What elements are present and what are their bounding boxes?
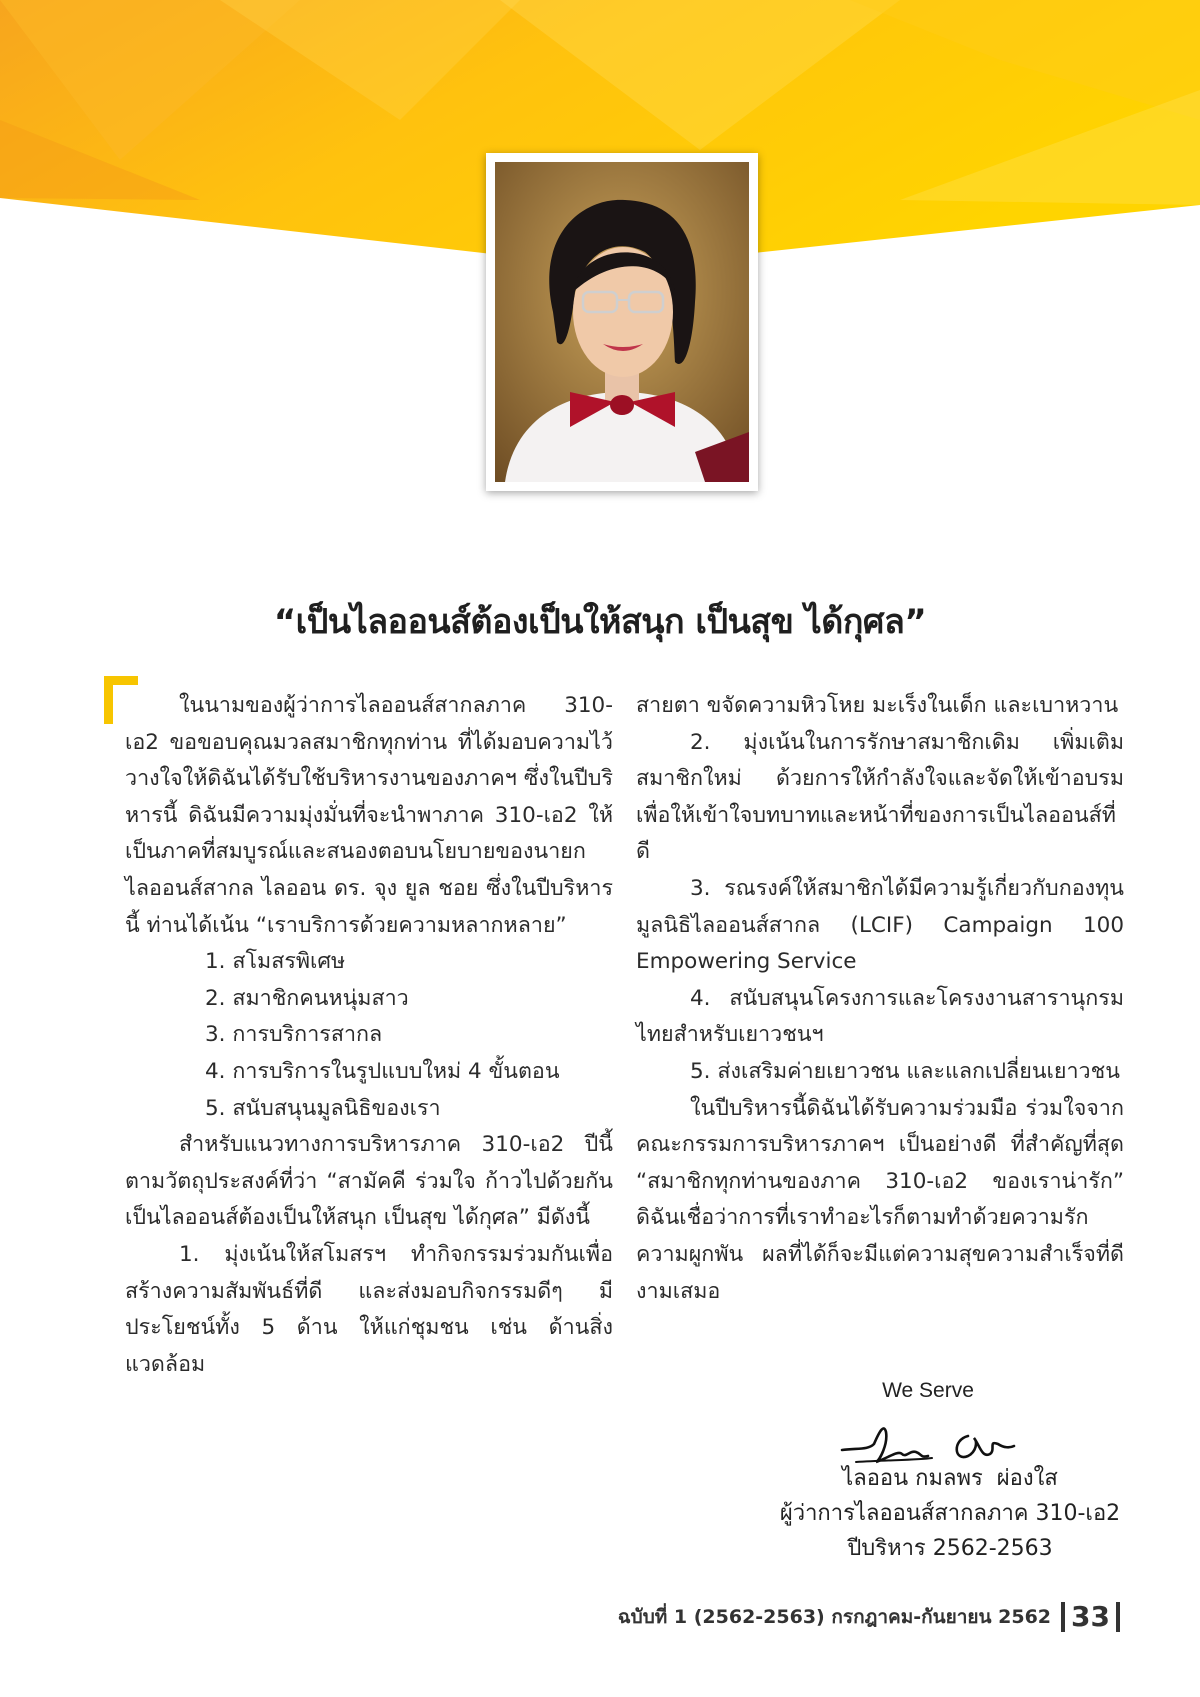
we-serve-motto: We Serve xyxy=(882,1379,974,1402)
list-item: 2. สมาชิกคนหนุ่มสาว xyxy=(205,985,409,1011)
policy-paragraph: สำหรับแนวทางการบริหารภาค 310-เอ2 ปีนี้ตามวัตถุประสงค์ที่ว่า “สามัคคี ร่วมใจ ก้าวไปด้วยกัน เป็นไลออนส์ต้องเป็นให้สนุก เป็นสุข ได้กุศล” มีดังนี้ xyxy=(125,1132,613,1231)
list-item: 3. การบริการสากล xyxy=(205,1022,383,1048)
intro-paragraph: ในนามของผู้ว่าการไลออนส์สากลภาค 310-เอ2 ขอขอบคุณมวลสมาชิกทุกท่าน ที่ได้มอบความไว้วางใจให้ดิฉันได้รับใช้บริหารงานของภาคฯ ซึ่งในปีบริหารนี้ ดิฉันมีความมุ่งมั่นที่จะนำพาภาค 310-เอ2 ให้เป็นภาคที่สมบูรณ์และสนองตอบนโยบายของนายกไลออนส์สากล ไลออน ดร. จุง ยูล ชอย ซึ่งในปีบริหารนี้ ท่านได้เน้น “เราบริการด้วยความหลากหลาย” xyxy=(125,693,613,938)
policy-item-2: 2. มุ่งเน้นในการรักษาสมาชิกเดิม เพิ่มเติมสมาชิกใหม่ ด้วยการให้กำลังใจและจัดให้เข้าอบรมเพื่อให้เข้าใจบทบาทและหน้าที่ของการเป็นไลออนส์ที่ดี xyxy=(636,729,1124,865)
list-item: 5. สนับสนุนมูลนิธิของเรา xyxy=(205,1095,441,1121)
policy-item-5: 5. ส่งเสริมค่ายเยาวชน และแลกเปลี่ยนเยาวชน xyxy=(690,1058,1120,1084)
page-footer xyxy=(618,1602,1120,1632)
right-text-column xyxy=(636,688,1124,1310)
headline-quote: “เป็นไลออนส์ต้องเป็นให้สนุก เป็นสุข ได้กุศล” xyxy=(273,602,927,642)
signatory-name: ไลออน กมลพร ผ่องใส xyxy=(842,1466,1058,1491)
policy-item-3: 3. รณรงค์ให้สมาชิกได้มีความรู้เกี่ยวกับกองทุนมูลนิธิไลออนส์สากล (LCIF) Campaign 100 Empowering Service xyxy=(636,875,1124,975)
portrait-image xyxy=(495,162,749,482)
signatory-title: ผู้ว่าการไลออนส์สากลภาค 310-เอ2 xyxy=(779,1501,1121,1526)
policy-item-1-continued: สายตา ขจัดความหิวโหย มะเร็งในเด็ก และเบาหวาน xyxy=(636,693,1119,718)
list-item: 4. การบริการในรูปแบบใหม่ 4 ขั้นตอน xyxy=(205,1058,560,1084)
policy-item-1: 1. มุ่งเน้นให้สโมสรฯ ทำกิจกรรมร่วมกันเพื่อสร้างความสัมพันธ์ที่ดี และส่งมอบกิจกรรมดีๆ มีประโยชน์ทั้ง 5 ด้าน ให้แก่ชุมชน เช่น ด้านสิ่งแวดล้อม xyxy=(125,1241,613,1377)
governor-portrait xyxy=(486,153,758,491)
issue-info: ฉบับที่ 1 (2562-2563) กรกฎาคม-กันยายน 2562 xyxy=(617,1606,1052,1628)
signatory-term: ปีบริหาร 2562-2563 xyxy=(847,1536,1053,1561)
list-item: 1. สโมสรพิเศษ xyxy=(205,949,346,975)
signatory-details xyxy=(700,1461,1200,1566)
left-text-column xyxy=(125,688,613,1383)
page-number: 33 xyxy=(1061,1602,1120,1632)
closing-paragraph: ในปีบริหารนี้ดิฉันได้รับความร่วมมือ ร่วมใจจากคณะกรรมการบริหารภาคฯ เป็นอย่างดี ที่สำคัญที่สุด “สมาชิกทุกท่านของภาค 310-เอ2 ของเราน่ารัก” ดิฉันเชื่อว่าการที่เราทำอะไรก็ตามทำด้วยความรัก ความผูกพัน ผลที่ได้ก็จะมีแต่ความสุขความสำเร็จที่ดีงามเสมอ xyxy=(636,1095,1124,1304)
policy-item-4: 4. สนับสนุนโครงการและโครงงานสารานุกรมไทยสำหรับเยาวชนฯ xyxy=(636,985,1124,1048)
